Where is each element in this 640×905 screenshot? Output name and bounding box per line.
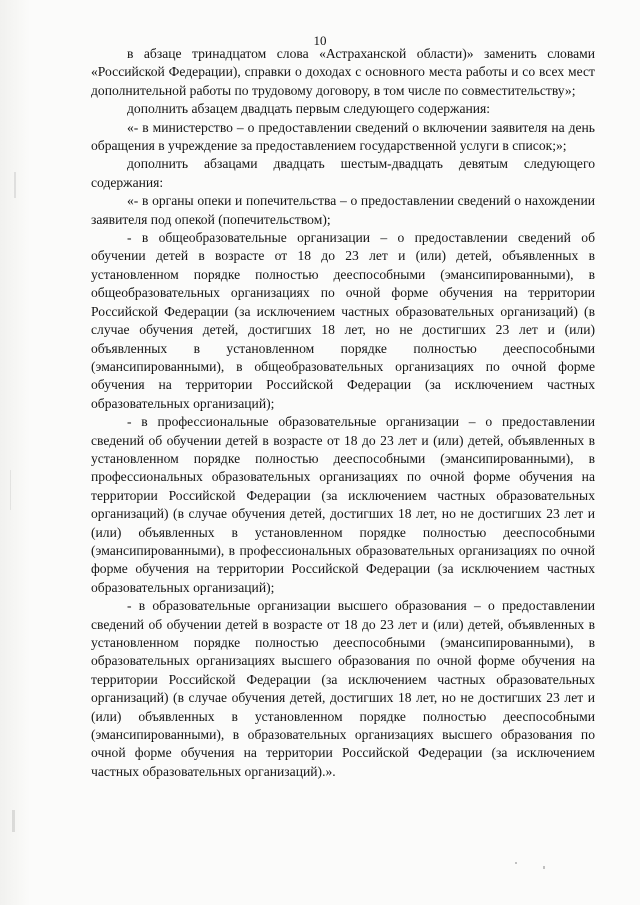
paragraph: «- в органы опеки и попечительства – о предоставлении сведений о нахождении заявителя под опекой (попечительством); <box>91 193 595 227</box>
scan-speck <box>543 866 545 869</box>
paragraph: - в образовательные организации высшего образования – о предоставлении сведений об обучении детей в возрасте от 18 до 23 лет и (или) детей, объявленных в установленном порядке полностью дееспособными (эмансипированными), в образовательных организациях высшего образования по очной форме обучения на территории Российской Федерации (за исключением частных образовательных организаций) (в случае обучения детей, достигших 18 лет, но не достигших 23 лет и (или) объявленных в установленном порядке полностью дееспособными (эмансипированными), в образовательных организациях высшего образования по очной форме обучения на территории Российской Федерации (за исключением частных образовательных организаций).». <box>91 598 595 779</box>
scan-speck <box>12 810 15 832</box>
paragraph: - в профессиональные образовательные организации – о предоставлении сведений об обучении детей в возрасте от 18 до 23 лет и (или) детей, объявленных в установленном порядке полностью дееспособными (эмансипированными), в профессиональных образовательных организациях по очной форме обучения на территории Российской Федерации (за исключением частных образовательных организаций) (в случае обучения детей, достигших 18 лет, но не достигших 23 лет и (или) объявленных в установленном порядке полностью дееспособными (эмансипированными), в профессиональных образовательных организациях по очной форме обучения на территории Российской Федерации (за исключением частных образовательных организаций); <box>91 414 595 595</box>
paragraph: в абзаце тринадцатом слова «Астраханской области)» заменить словами «Российской Федерации), справки о доходах с основного места работы и со всех мест дополнительной работы по трудовому договору, в том числе по совместительству»; <box>91 46 595 98</box>
page-number: 10 <box>313 33 327 48</box>
scan-edge-shadow <box>0 0 30 905</box>
document-body <box>91 45 595 781</box>
scan-speck <box>14 172 16 198</box>
paragraph: дополнить абзацем двадцать первым следующего содержания: <box>127 101 491 117</box>
paragraph: дополнить абзацами двадцать шестым-двадцать девятым следующего содержания: <box>91 156 595 190</box>
scan-speck <box>515 862 517 864</box>
paragraph: «- в министерство – о предоставлении сведений о включении заявителя на день обращения в учреждение за предоставлением государственной услуги в список;»; <box>91 119 595 154</box>
paragraph: - в общеобразовательные организации – о предоставлении сведений об обучении детей в возрасте от 18 до 23 лет и (или) детей, объявленных в установленном порядке полностью дееспособными (эмансипированными), в общеобразовательных организациях по очной форме обучения на территории Российской Федерации (за исключением частных образовательных организаций) (в случае обучения детей, достигших 18 лет, но не достигших 23 лет и (или) объявленных в установленном порядке полностью дееспособными (эмансипированными), в общеобразовательных организациях по очной форме обучения на территории Российской Федерации (за исключением частных образовательных организаций); <box>91 230 595 411</box>
scan-speck <box>10 470 11 510</box>
